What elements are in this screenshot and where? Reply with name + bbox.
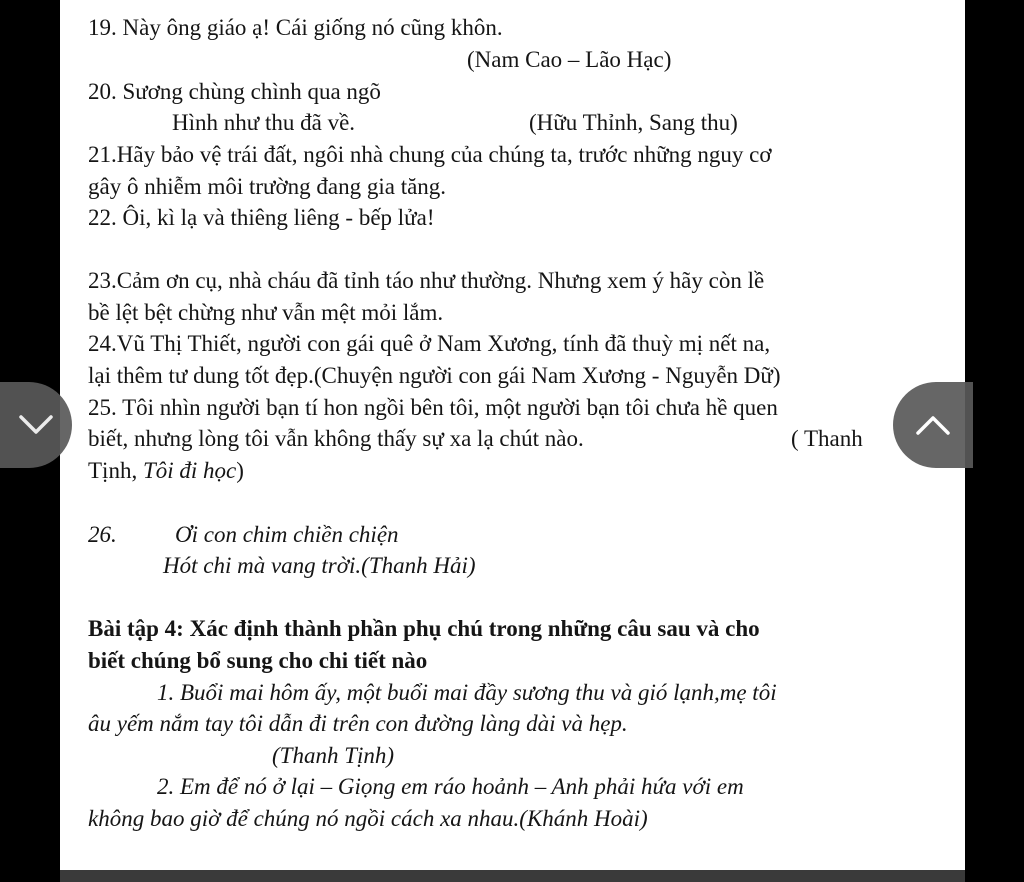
line-21-b: gây ô nhiễm môi trường đang gia tăng.: [88, 174, 447, 199]
line-25-author: Tịnh,: [88, 458, 143, 483]
line-26-a: Ơi con chim chiền chiện: [175, 522, 399, 547]
bottom-bar: [60, 870, 965, 882]
line-24-a: 24.Vũ Thị Thiết, người con gái quê ở Nam Xương, tính đã thuỳ mị nết na,: [88, 331, 771, 356]
exercise-4-item-1-source: (Thanh Tịnh): [272, 743, 395, 768]
line-26-number: 26.: [88, 522, 117, 547]
line-20-source: (Hữu Thỉnh, Sang thu): [529, 110, 738, 135]
line-23-a: 23.Cảm ơn cụ, nhà cháu đã tỉnh táo như thường. Nhưng xem ý hãy còn lề: [88, 268, 765, 293]
exercise-4-item-2-b: không bao giờ để chúng nó ngồi cách xa nhau.(Khánh Hoài): [88, 806, 648, 831]
line-25-close: ): [236, 458, 244, 483]
exercise-4-item-2-a: 2. Em để nó ở lại – Giọng em ráo hoảnh – Anh phải hứa với em: [157, 774, 744, 799]
chevron-down-icon: [18, 414, 54, 436]
exercise-4-item-1-a: 1. Buổi mai hôm ấy, một buổi mai đầy sương thu và gió lạnh,mẹ tôi: [157, 680, 777, 705]
line-23-b: bề lệt bệt chừng như vẫn mệt mỏi lắm.: [88, 300, 444, 325]
exercise-4-item-1-b: âu yếm nắm tay tôi dẫn đi trên con đường làng dài và hẹp.: [88, 711, 628, 736]
line-20: 20. Sương chùng chình qua ngõ: [88, 79, 381, 104]
next-button[interactable]: [893, 382, 973, 468]
line-21-a: 21.Hãy bảo vệ trái đất, ngôi nhà chung của chúng ta, trước những nguy cơ: [88, 142, 772, 167]
line-22: 22. Ôi, kì lạ và thiêng liêng - bếp lửa!: [88, 205, 435, 230]
line-25-c: [88, 456, 244, 486]
line-25-source-a: ( Thanh: [791, 426, 863, 451]
line-25-b: biết, nhưng lòng tôi vẫn không thấy sự xa lạ chút nào.: [88, 426, 584, 451]
line-25-a: 25. Tôi nhìn người bạn tí hon ngồi bên tôi, một người bạn tôi chưa hề quen: [88, 395, 778, 420]
line-19: 19. Này ông giáo ạ! Cái giống nó cũng khôn.: [88, 15, 503, 40]
line-19-source: (Nam Cao – Lão Hạc): [467, 47, 672, 72]
document-page: [60, 0, 965, 870]
exercise-4-heading-b: biết chúng bổ sung cho chi tiết nào: [88, 648, 428, 673]
line-26-b: Hót chi mà vang trời.(Thanh Hải): [163, 553, 476, 578]
exercise-4-heading-a: Bài tập 4: Xác định thành phần phụ chú trong những câu sau và cho: [88, 616, 760, 641]
line-20-b: Hình như thu đã về.: [172, 110, 356, 135]
chevron-up-icon: [915, 414, 951, 436]
line-25-work-title: Tôi đi học: [142, 458, 237, 483]
line-24-b: lại thêm tư dung tốt đẹp.(Chuyện người con gái Nam Xương - Nguyễn Dữ): [88, 363, 781, 388]
